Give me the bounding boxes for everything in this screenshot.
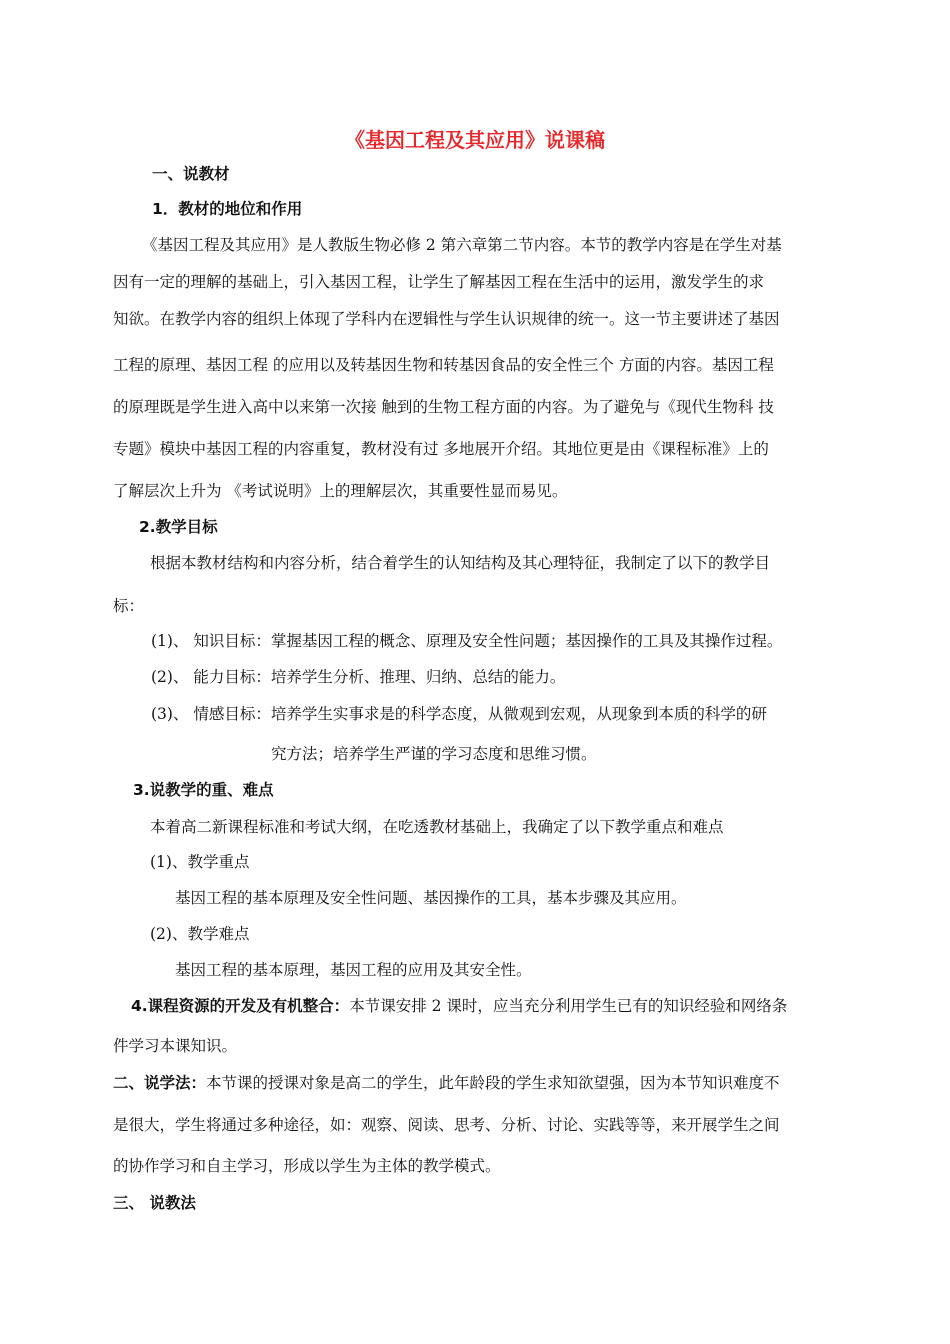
paragraph-line: 本着高二新课程标准和考试大纲，在吃透教材基础上，我确定了以下教学重点和难点: [150, 818, 724, 836]
paragraph-line: 因有一定的理解的基础上，引入基因工程，让学生了解基因工程在生活中的运用，激发学生的求: [113, 273, 765, 291]
section1-heading: 一、说教材: [152, 165, 230, 183]
sub2-heading: 2.教学目标: [139, 518, 218, 536]
goal-ability: (2)、 能力目标：培养学生分析、推理、归纳、总结的能力。: [151, 668, 566, 686]
paragraph-line: 《基因工程及其应用》是人教版生物必修 2 第六章第二节内容。本节的教学内容是在学生对基: [142, 236, 782, 254]
key-point-label: (1)、教学重点: [150, 853, 250, 871]
sub4-text: 本节课安排 2 课时，应当充分利用学生已有的知识经验和网络条: [349, 997, 788, 1015]
document-title: 《基因工程及其应用》说课稿: [345, 128, 605, 152]
goal-emotion: (3)、 情感目标：培养学生实事求是的科学态度，从微观到宏观，从现象到本质的科学的研: [151, 705, 767, 723]
section2-heading: 二、说学法：: [113, 1074, 207, 1092]
sub1-heading: 1．教材的地位和作用: [152, 200, 303, 218]
paragraph-line: 标：: [113, 597, 145, 615]
paragraph-line: 是很大，学生将通过多种途径，如：观察、阅读、思考、分析、讨论、实践等等，来开展学生之间: [113, 1116, 780, 1134]
sub3-heading: 3.说教学的重、难点: [133, 781, 274, 799]
goal-emotion-cont: 究方法；培养学生严谨的学习态度和思维习惯。: [271, 745, 597, 763]
sub4-heading: 4.课程资源的开发及有机整合：: [131, 997, 350, 1015]
section3-heading: 三、 说教法: [113, 1194, 196, 1212]
paragraph-line: 的原理既是学生进入高中以来第一次接 触到的生物工程方面的内容。为了避免与《现代生物科 技: [113, 398, 774, 416]
paragraph-line: 了解层次上升为 《考试说明》上的理解层次，其重要性显而易见。: [113, 482, 568, 500]
paragraph-line: 件学习本课知识。: [113, 1037, 238, 1055]
paragraph-line: 根据本教材结构和内容分析，结合着学生的认知结构及其心理特征，我制定了以下的教学目: [150, 554, 771, 572]
goal-knowledge: (1)、 知识目标：掌握基因工程的概念、原理及安全性问题；基因操作的工具及其操作过程。: [151, 632, 783, 650]
sub4-line: [131, 996, 787, 1016]
paragraph-line: 专题》模块中基因工程的内容重复，教材没有过 多地展开介绍。其地位更是由《课程标准》上的: [113, 440, 769, 458]
difficult-point-text: 基因工程的基本原理，基因工程的应用及其安全性。: [175, 961, 532, 979]
difficult-point-label: (2)、教学难点: [150, 925, 250, 943]
section2-text: 本节课的授课对象是高二的学生，此年龄段的学生求知欲望强，因为本节知识难度不: [206, 1074, 780, 1092]
paragraph-line: 工程的原理、基因工程 的应用以及转基因生物和转基因食品的安全性三个 方面的内容。基因工程: [113, 356, 774, 374]
key-point-text: 基因工程的基本原理及安全性问题、基因操作的工具，基本步骤及其应用。: [175, 889, 687, 907]
section2-line: [113, 1073, 780, 1093]
paragraph-line: 知欲。在教学内容的组织上体现了学科内在逻辑性与学生认识规律的统一。这一节主要讲述了基因: [113, 310, 780, 328]
paragraph-line: 的协作学习和自主学习，形成以学生为主体的教学模式。: [113, 1157, 501, 1175]
